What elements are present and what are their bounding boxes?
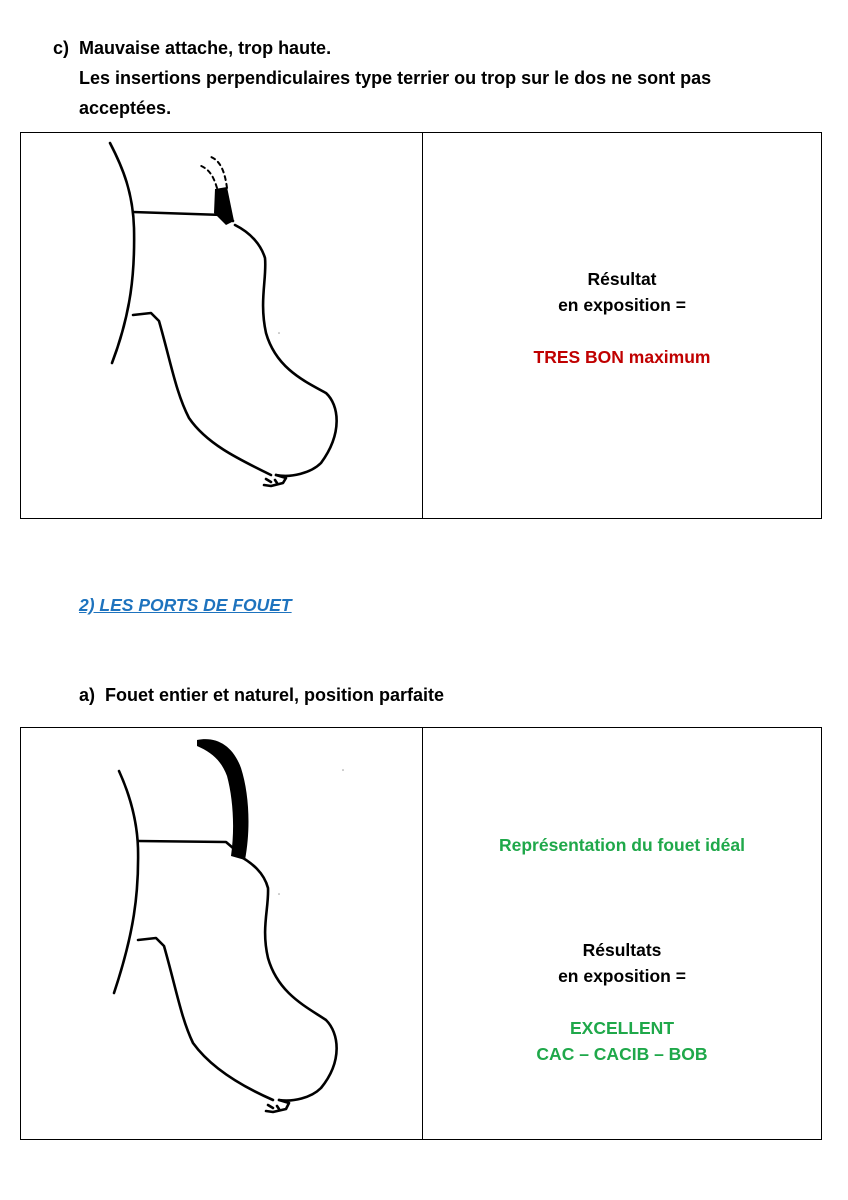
dog-hindquarters-drawing — [21, 728, 422, 1139]
result-label-line-2: en exposition = — [558, 295, 686, 315]
section-2-title-link[interactable]: 2) LES PORTS DE FOUET — [79, 595, 292, 615]
list-marker: a) — [79, 685, 96, 705]
list-marker: c) — [53, 38, 70, 58]
dog-rear-illustration-ideal-tail — [21, 728, 423, 1139]
section-c-description-line-1: Les insertions perpendiculaires type terrier ou trop sur le dos ne sont pas — [79, 68, 712, 88]
section-c-heading — [53, 33, 711, 123]
panel-ideal-tail-result — [423, 728, 821, 1139]
section-c-title: Mauvaise attache, trop haute. — [79, 38, 332, 58]
panel-bad-attachment — [20, 132, 822, 519]
result-label-line-1: Résultats — [582, 940, 662, 960]
result-value: TRES BON maximum — [533, 347, 711, 367]
section-a-heading — [79, 685, 444, 706]
section-a-title: Fouet entier et naturel, position parfaite — [105, 685, 445, 705]
result-value-rating: EXCELLENT — [569, 1018, 675, 1038]
result-value-titles: CAC – CACIB – BOB — [536, 1044, 708, 1064]
result-label-line-1: Résultat — [587, 269, 657, 289]
panel-ideal-tail — [20, 727, 822, 1140]
panel-bad-attachment-result — [423, 133, 821, 518]
result-label-line-2: en exposition = — [558, 966, 686, 986]
dog-hindquarters-drawing — [21, 133, 422, 518]
section-c-description-line-2: acceptées. — [79, 98, 172, 118]
ideal-tail-caption: Représentation du fouet idéal — [499, 835, 745, 855]
dog-rear-illustration-bad-attachment — [21, 133, 423, 518]
